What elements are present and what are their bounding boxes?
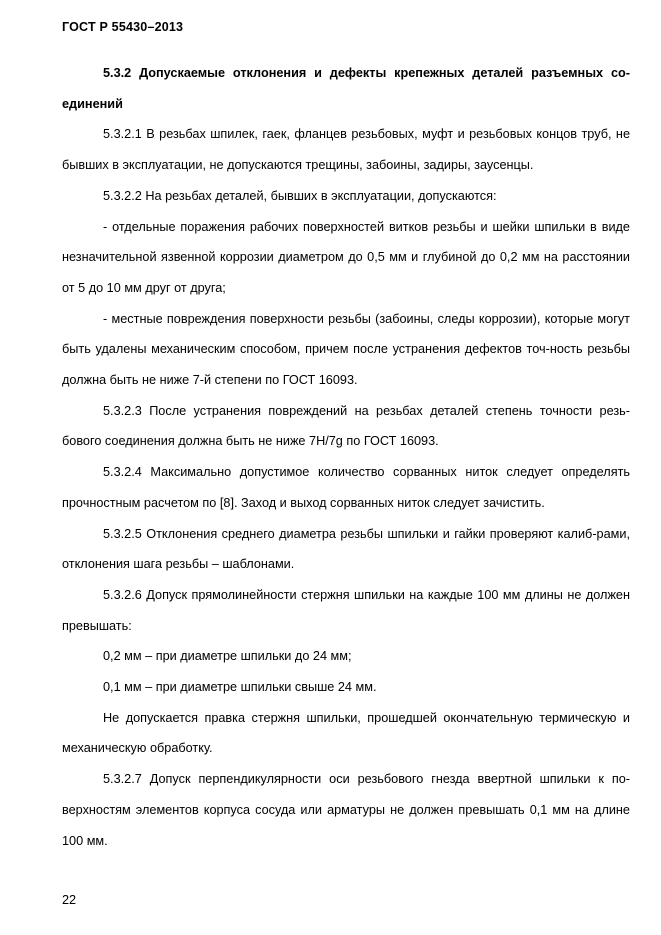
paragraph-5-3-2-5: 5.3.2.5 Отклонения среднего диаметра резьбы шпильки и гайки проверяют калиб-рами, отклонения шага резьбы – шаблонами. — [62, 526, 630, 572]
paragraph-5-3-2-1: 5.3.2.1 В резьбах шпилек, гаек, фланцев резьбовых, муфт и резьбовых концов труб, не бывших в эксплуатации, не допускаются трещины, забоины, задиры, заусенцы. — [62, 127, 630, 173]
paragraph-5-3-2-3: 5.3.2.3 После устранения повреждений на резьбах деталей степень точности резь-бового соединения должна быть не ниже 7Н/7g по ГОСТ 16093. — [62, 403, 630, 449]
paragraph-5-3-2-6: 5.3.2.6 Допуск прямолинейности стержня шпильки на каждые 100 мм длины не должен превышать: — [62, 587, 630, 633]
list-item-corrosion: - отдельные поражения рабочих поверхностей витков резьбы и шейки шпильки в виде незначительной язвенной коррозии диаметром до 0,5 мм и глубиной до 0,2 мм на расстоянии от 5 до 10 мм друг от друга; — [62, 219, 630, 295]
page-number: 22 — [62, 893, 77, 907]
paragraph-5-3-2-4: 5.3.2.4 Максимально допустимое количество сорванных ниток следует определять прочностным расчетом по [8]. Заход и выход сорванных ниток следует зачистить. — [62, 465, 630, 510]
tolerance-line-24mm-over: 0,1 мм – при диаметре шпильки свыше 24 мм. — [103, 680, 377, 695]
paragraph-5-3-2-7: 5.3.2.7 Допуск перпендикулярности оси резьбового гнезда ввертной шпильки к по-верхностям элементов корпуса сосуда или арматуры не должен превышать 0,1 мм на длине 100 мм. — [62, 772, 630, 848]
document-header: ГОСТ Р 55430–2013 — [62, 20, 184, 34]
list-item-damage: - местные повреждения поверхности резьбы (забоины, следы коррозии), которые могут быть удалены механическим способом, причем после устранения дефектов точ-ность резьбы должна быть не ниже 7-й степени по ГОСТ 16093. — [62, 311, 630, 388]
paragraph-5-3-2-2: 5.3.2.2 На резьбах деталей, бывших в эксплуатации, допускаются: — [103, 188, 497, 203]
paragraph-straightening-note: Не допускается правка стержня шпильки, прошедшей окончательную термическую и механическую обработку. — [62, 710, 630, 756]
tolerance-line-24mm-under: 0,2 мм – при диаметре шпильки до 24 мм; — [103, 649, 352, 664]
section-heading: 5.3.2 Допускаемые отклонения и дефекты крепежных деталей разъемных со-единений — [62, 66, 630, 111]
document-body — [62, 58, 630, 856]
